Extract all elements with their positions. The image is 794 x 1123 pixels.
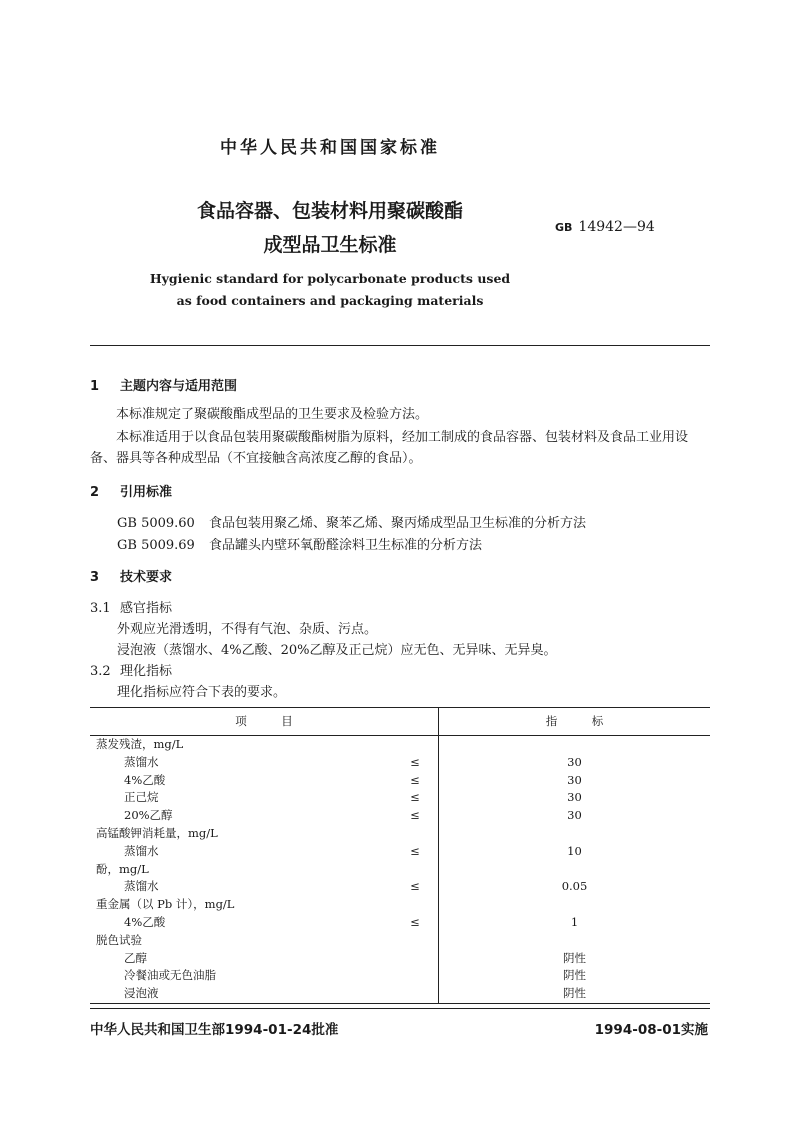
table-row (90, 772, 710, 790)
english-title-line2: as food containers and packaging materials (176, 293, 484, 308)
english-title-line1: Hygienic standard for polycarbonate products used (149, 271, 511, 286)
section-3-heading (90, 566, 172, 585)
table-row (90, 825, 710, 843)
reference-code: GB 5009.60 (117, 516, 195, 531)
index-value: 1 (439, 914, 711, 932)
limit-symbol: ≤ (410, 914, 420, 929)
limit-symbol (392, 950, 439, 968)
item-name: 蒸发残渣，mg/L (96, 737, 184, 751)
table-row (90, 736, 710, 754)
index-value: 30 (439, 807, 711, 825)
limit-symbol: ≤ (410, 879, 420, 894)
index-value (439, 896, 711, 914)
table-row (90, 807, 710, 825)
section-1-paragraph-2: 本标准适用于以食品包装用聚碳酸酯树脂为原料，经加工制成的食品容器、包装材料及食品工业用设备、器具等各种成型品（不宜接触含高浓度乙醇的食品）。 (90, 430, 689, 466)
limit-symbol: ≤ (410, 790, 420, 805)
section-number: 1 (90, 379, 100, 394)
table-header-item: 项 目 (90, 708, 439, 736)
limit-symbol: ≤ (410, 843, 420, 858)
subsection-title: 理化指标 (120, 664, 173, 679)
index-value: 阴性 (439, 950, 711, 968)
reference-title: 食品罐头内壁环氧酚醛涂料卫生标准的分析方法 (209, 538, 483, 553)
table-row (90, 878, 710, 896)
implementation-date: 1994-08-01实施 (594, 1022, 708, 1038)
section-number: 2 (90, 485, 100, 500)
table-row (90, 932, 710, 950)
item-name: 脱色试验 (96, 932, 142, 947)
index-value: 30 (439, 789, 711, 807)
section-title: 引用标准 (120, 485, 173, 500)
limit-symbol (392, 861, 439, 879)
subsection-3-2-paragraph-1: 理化指标应符合下表的要求。 (117, 685, 287, 700)
reference-code: GB 5009.69 (117, 538, 195, 553)
item-name: 浸泡液 (90, 985, 392, 1003)
table-row (90, 754, 710, 772)
limit-symbol: ≤ (410, 754, 420, 769)
limit-symbol (392, 932, 439, 950)
item-name: 重金属（以 Pb 计），mg/L (96, 897, 235, 912)
section-title: 技术要求 (120, 570, 173, 585)
table-header-row (90, 708, 710, 736)
table-row (90, 861, 710, 879)
document-title-line1: 食品容器、包装材料用聚碳酸酯 (196, 200, 463, 222)
subsection-title: 感官指标 (120, 601, 173, 616)
standard-code-prefix: GB (555, 221, 573, 234)
table-row (90, 950, 710, 968)
index-value (439, 932, 711, 950)
section-number: 3 (90, 570, 100, 585)
item-name: 蒸馏水 (124, 754, 159, 769)
section-1-heading (90, 375, 237, 394)
item-name: 酚，mg/L (96, 861, 149, 876)
item-name: 蒸馏水 (124, 843, 159, 858)
index-value (439, 825, 711, 843)
document-title-line2: 成型品卫生标准 (263, 234, 397, 256)
physicochemical-index-table (90, 707, 710, 1004)
index-value (439, 861, 711, 879)
subsection-3-1-paragraph-2: 浸泡液（蒸馏水、4%乙酸、20%乙醇及正己烷）应无色、无异味、无异臭。 (117, 643, 557, 658)
table-row (90, 843, 710, 861)
footer-divider (90, 1008, 710, 1009)
item-name: 4%乙酸 (124, 914, 166, 929)
item-name: 正己烷 (124, 790, 159, 805)
limit-symbol (392, 896, 439, 914)
index-value: 阴性 (439, 967, 711, 985)
index-value: 阴性 (439, 985, 711, 1003)
index-value: 30 (439, 754, 711, 772)
limit-symbol: ≤ (410, 772, 420, 787)
table-row (90, 789, 710, 807)
index-value: 10 (439, 843, 711, 861)
limit-symbol (392, 736, 439, 754)
reference-item (117, 535, 482, 556)
approval-statement: 中华人民共和国卫生部1994-01-24批准 (90, 1022, 339, 1038)
limit-symbol (392, 825, 439, 843)
table-row (90, 896, 710, 914)
subsection-3-1-paragraph-1: 外观应光滑透明，不得有气泡、杂质、污点。 (117, 622, 378, 637)
section-1-paragraph-1: 本标准规定了聚碳酸酯成型品的卫生要求及检验方法。 (116, 407, 429, 422)
item-name: 蒸馏水 (124, 879, 159, 894)
index-value: 0.05 (439, 878, 711, 896)
standard-code-number: 14942—94 (578, 219, 655, 235)
table-body (90, 736, 710, 1004)
standard-code (555, 219, 655, 235)
table-row (90, 985, 710, 1003)
reference-title: 食品包装用聚乙烯、聚苯乙烯、聚丙烯成型品卫生标准的分析方法 (209, 516, 587, 531)
table-header-index: 指 标 (439, 708, 711, 736)
national-standard-heading: 中华人民共和国国家标准 (220, 138, 440, 158)
index-value: 30 (439, 772, 711, 790)
limit-symbol: ≤ (410, 808, 420, 823)
item-name: 4%乙酸 (124, 772, 166, 787)
subsection-3-2-heading (90, 661, 172, 682)
reference-item (117, 513, 586, 534)
limit-symbol (392, 967, 439, 985)
item-name: 冷餐油或无色油脂 (124, 968, 216, 983)
table-row (90, 914, 710, 932)
subsection-number: 3.2 (90, 664, 111, 679)
item-name: 乙醇 (124, 950, 147, 965)
limit-symbol (392, 985, 439, 1003)
item-name: 高锰酸钾消耗量，mg/L (96, 825, 218, 840)
top-divider (90, 345, 710, 346)
subsection-number: 3.1 (90, 601, 111, 616)
item-name: 20%乙醇 (124, 808, 173, 823)
section-title: 主题内容与适用范围 (120, 379, 238, 394)
table-row (90, 967, 710, 985)
index-value (439, 736, 711, 754)
section-2-heading (90, 481, 172, 500)
subsection-3-1-heading (90, 598, 172, 619)
